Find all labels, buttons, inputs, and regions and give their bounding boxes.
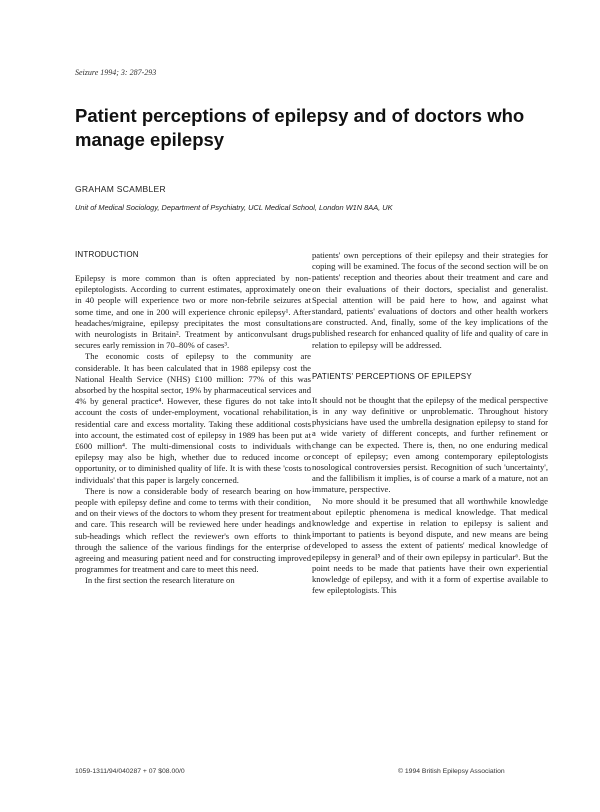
- paragraph: It should not be thought that the epilepsy of the medical perspective is in any way definitive or unproblematic. Throughout history physicians have used the umbrella designation epilepsy to stand for a wide variety of different concepts, and further refinement or change can be expected. There is, then, no one enduring medical concept of epilepsy; even among contemporary epileptologists nosological controversies persist. Recognition of such 'uncertainty', and the fallibilism it implies, is of course a mark of a mature, not an immature, perspective.: [312, 394, 548, 495]
- article-title: Patient perceptions of epilepsy and of doctors who manage epilepsy: [75, 105, 525, 150]
- section-heading-perceptions: PATIENTS' PERCEPTIONS OF EPILEPSY: [312, 371, 472, 381]
- right-column: [312, 250, 548, 596]
- paragraph: In the first section the research literature on: [85, 575, 235, 586]
- footer-copyright: © 1994 British Epilepsy Association: [398, 768, 505, 775]
- paragraph: No more should it be presumed that all worthwhile knowledge about epileptic phenomena is medical knowledge. That medical knowledge and expertise in relation to epilepsy is salient and important to patients is beyond dispute, and new means are being developed to assess the extent of patients' medical knowledge of epilepsy in general⁵ and of their own epilepsy in particular⁶. But the point needs to be made that patients have their own experiential knowledge of epilepsy, and with it a form of expertise available to few epileptologists. This: [312, 495, 548, 596]
- paragraph-continuation: patients' own perceptions of their epilepsy and their strategies for coping will be examined. The focus of the second section will be on patients' reception and theories about their treatment and care and on their evaluations of their doctors, specialist and generalist. Special attention will be paid here to how, and against what standard, patients' evaluations of doctors and other health workers are constructed. And, finally, some of the key implications of the published research for enhanced quality of life and quality of care in relation to epilepsy will be addressed.: [312, 250, 548, 350]
- author-name: GRAHAM SCAMBLER: [75, 184, 166, 194]
- journal-reference: Seizure 1994; 3: 287-293: [75, 68, 157, 77]
- paragraph: Epilepsy is more common than is often appreciated by non-epileptologists. According to current estimates, approximately one in 40 people will experience two or more non-febrile seizures at some time, and one in 200 will experience chronic epilepsy¹. After headaches/migraine, epilepsy precipitates the most consultations with neurologists in Britain². Treatment by anticonvulsant drugs secures early remission in 70–80% of cases³.: [75, 273, 311, 351]
- footer-issn: 1059-1311/94/040287 + 07 $08.00/0: [75, 768, 185, 775]
- author-affiliation: Unit of Medical Sociology, Department of Psychiatry, UCL Medical School, London W1N 8AA, UK: [75, 203, 393, 212]
- left-column: [75, 250, 311, 587]
- paragraph: There is now a considerable body of research bearing on how people with epilepsy define and come to terms with their condition, and on their views of the doctors to whom they present for treatment and care. This research will be reviewed here under headings and sub-headings which reflect the reviewer's own efforts to think through the salience of the various findings for the enterprise of agreeing and measuring patient need and for constructing improved programmes for treatment and care to meet this need.: [75, 485, 311, 575]
- paragraph: The economic costs of epilepsy to the community are considerable. It has been calculated that in 1988 epilepsy cost the National Health Service (NHS) £100 million: 77% of this was absorbed by the hospital sector, 19% by pharmaceutical services and 4% by general practice⁴. However, these figures do not take into account the costs of under-employment, vocational rehabilitation, residential care and excess mortality. Taking these additional costs into account, the estimated cost of epilepsy in 1989 has been put at £600 million⁴. The multi-dimensional costs to individuals with epilepsy may also be high, whether due to reduced income or opportunity, or to diminished quality of life. It is with these 'costs to individuals' that this paper is largely concerned.: [75, 351, 311, 485]
- section-heading-introduction: INTRODUCTION: [75, 250, 139, 259]
